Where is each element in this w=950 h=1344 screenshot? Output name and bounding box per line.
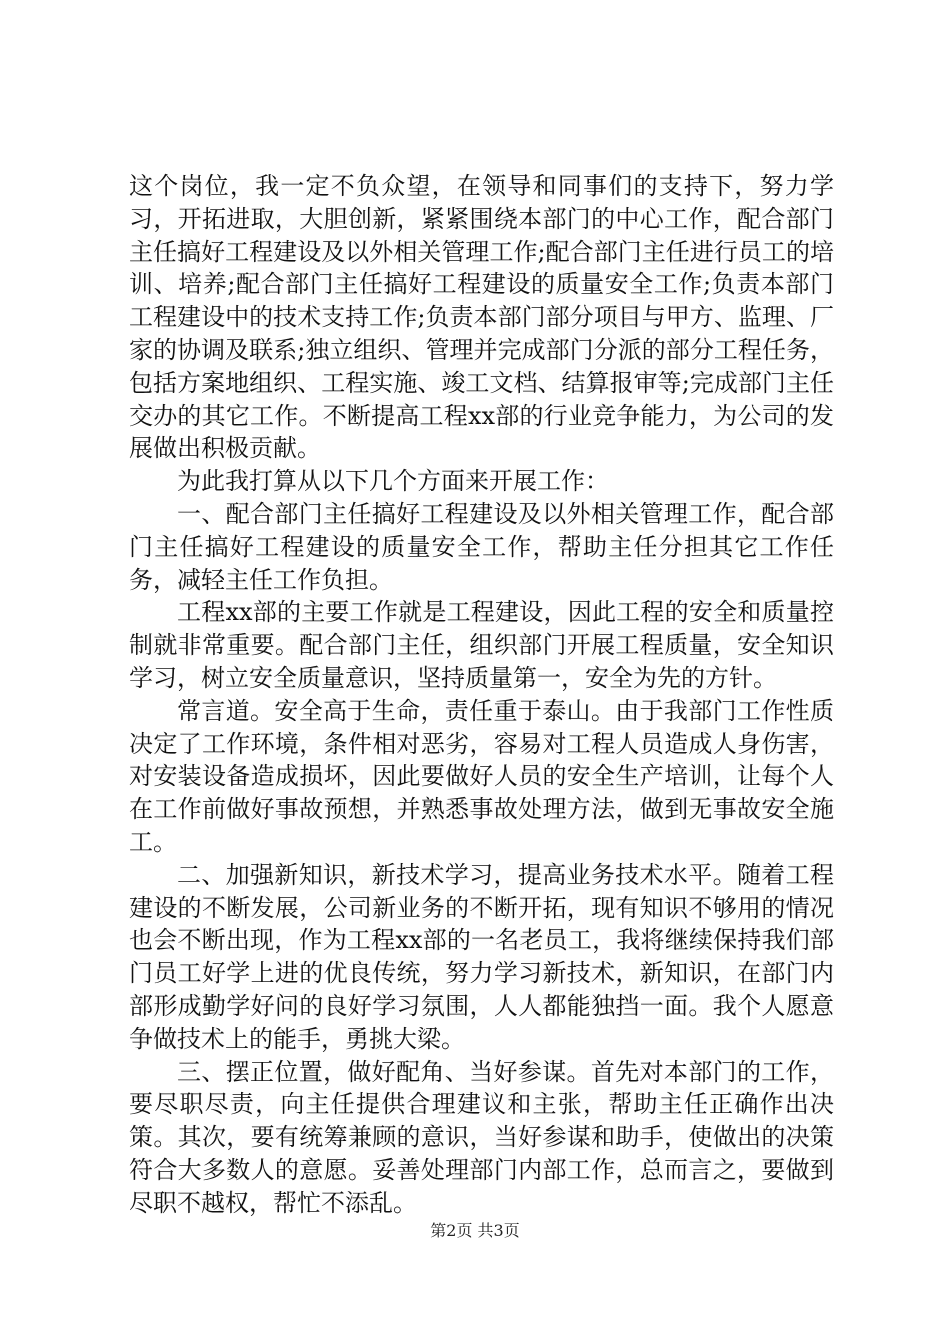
document-body — [129, 170, 834, 1220]
paragraph-safety: 常言道。安全高于生命，责任重于泰山。由于我部门工作性质决定了工作环境，条件相对恶劣，容易对工程人员造成人身伤害，对安装设备造成损坏，因此要做好人员的安全生产培训，让每个人在工作前做好事故预想，并熟悉事故处理方法，做到无事故安全施工。 — [129, 696, 834, 856]
paragraph-plan-intro: 为此我打算从以下几个方面来开展工作： — [177, 467, 609, 496]
paragraph-point-one: 一、配合部门主任搞好工程建设及以外相关管理工作，配合部门主任搞好工程建设的质量安全工作，帮助主任分担其它工作任务，减轻主任工作负担。 — [129, 499, 834, 594]
page-number-footer: 第2页 共3页 — [430, 1221, 520, 1240]
paragraph-point-two: 二、加强新知识，新技术学习，提高业务技术水平。随着工程建设的不断发展，公司新业务的不断开拓，现有知识不够用的情况也会不断出现，作为工程xx部的一名老员工，我将继续保持我们部门员工好学上进的优良传统，努力学习新技术，新知识，在部门内部形成勤学好问的良好学习氛围，人人都能独挡一面。我个人愿意争做技术上的能手，勇挑大梁。 — [129, 860, 834, 1053]
paragraph-quality-control: 工程xx部的主要工作就是工程建设，因此工程的安全和质量控制就非常重要。配合部门主任，组织部门开展工程质量，安全知识学习，树立安全质量意识，坚持质量第一，安全为先的方针。 — [129, 598, 834, 692]
paragraph-point-three: 三、摆正位置，做好配角、当好参谋。首先对本部门的工作，要尽职尽责，向主任提供合理建议和主张，帮助主任正确作出决策。其次，要有统筹兼顾的意识，当好参谋和助手，使做出的决策符合大多数人的意愿。妥善处理部门内部工作，总而言之，要做到尽职不越权，帮忙不添乱。 — [129, 1057, 834, 1217]
paragraph-continuation: 这个岗位，我一定不负众望，在领导和同事们的支持下，努力学习，开拓进取，大胆创新，紧紧围绕本部门的中心工作，配合部门主任搞好工程建设及以外相关管理工作;配合部门主任进行员工的培训、培养;配合部门主任搞好工程建设的质量安全工作;负责本部门工程建设中的技术支持工作;负责本部门部分项目与甲方、监理、厂家的协调及联系;独立组织、管理并完成部门分派的部分工程任务，包括方案地组织、工程实施、竣工文档、结算报审等;完成部门主任交办的其它工作。不断提高工程xx部的行业竞争能力，为公司的发展做出积极贡献。 — [129, 172, 834, 463]
